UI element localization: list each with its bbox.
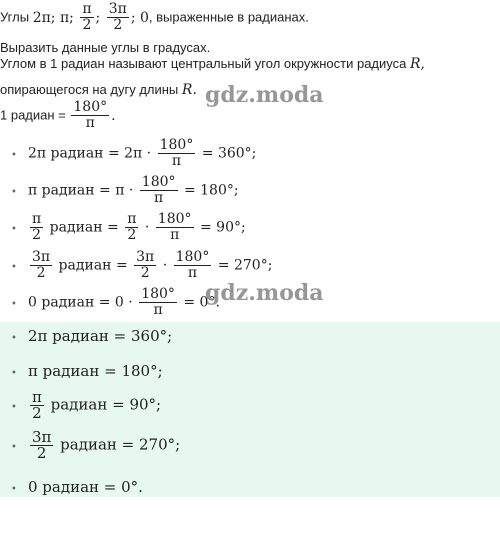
answer-2pi: • 2π радиан = 360°; [11,327,173,345]
answer-pi: • π радиан = 180°; [11,362,163,380]
definition-line-1: Углом в 1 радиан называют центральный угол окружности радиуса R, [0,56,425,72]
angles-line: Углы 2π; π; $\frac{\pi}{2}$ ; $\frac{3\pi}{2}$ ; 0, выраженные в радианах. [0,1,309,33]
definition-line-2: опирающегося на дугу длины R. [0,82,197,98]
step-2pi: • 2π радиан = 2π · $\frac{180^\circ}{\pi}$ = 360°; [11,137,257,169]
answer-zero: • 0 радиан = 0°. [11,478,143,496]
task-line: Выразить данные углы в градусах. [0,40,211,55]
watermark-top: gdz.moda [205,82,324,108]
answer-3pi-half: • $\frac{3\pi}{2}$ радиан = 270°; [11,428,181,462]
step-pi: • π радиан = π · $\frac{180^\circ}{\pi}$ = 180°; [11,174,239,206]
step-3pi-half: • $\frac{3\pi}{2}$ радиан = $\frac{3\pi}{2}$ · $\frac{180^\circ}{\pi}$ = 270°; [11,249,273,281]
answer-pi-half: • $\frac{\pi}{2}$ радиан = 90°; [11,388,162,422]
step-pi-half: • $\frac{\pi}{2}$ радиан = $\frac{\pi}{2}$ · $\frac{180^\circ}{\pi}$ = 90°; [11,211,246,243]
watermark-middle: gdz.moda [205,280,324,306]
step-zero: • 0 радиан = 0 · $\frac{180^\circ}{\pi}$ = 0°. [11,286,220,318]
one-radian-line: 1 радиан = $\frac{180^\circ}{\pi}$ . [0,99,116,131]
